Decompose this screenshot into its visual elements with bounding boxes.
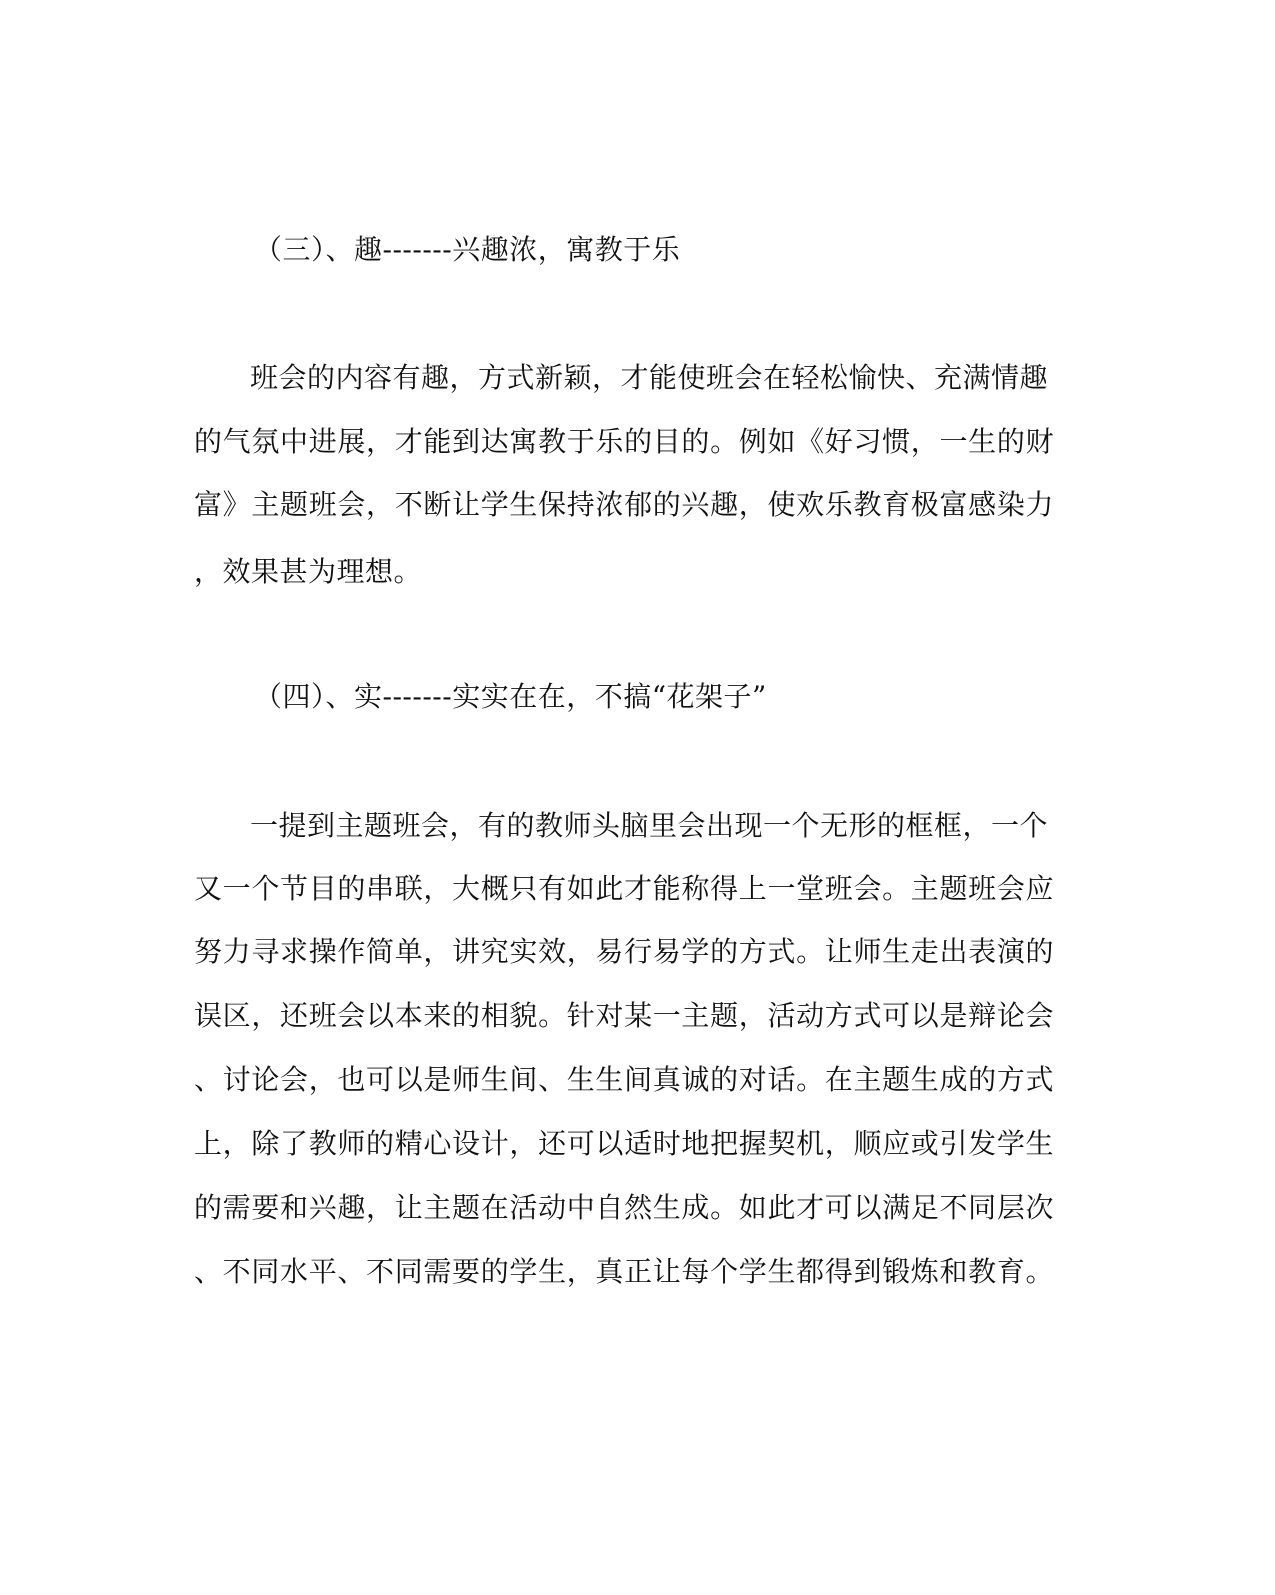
paragraph-4-line-8: 、不同水平、不同需要的学生，真正让每个学生都得到锻炼和教育。 [194,1255,1054,1288]
paragraph-4-line-5: 、讨论会，也可以是师生间、生生间真诚的对话。在主题生成的方式 [194,1063,1054,1096]
paragraph-3-line-3: 富》主题班会，不断让学生保持浓郁的兴趣，使欢乐教育极富感染力 [194,488,1054,521]
section-heading-3: （三）、趣-------兴趣浓，寓教于乐 [254,233,681,266]
paragraph-4-line-1: 一提到主题班会，有的教师头脑里会出现一个无形的框框，一个 [250,809,1049,842]
paragraph-3-line-2: 的气氛中进展，才能到达寓教于乐的目的。例如《好习惯，一生的财 [194,425,1054,458]
paragraph-4-line-6: 上，除了教师的精心设计，还可以适时地把握契机，顺应或引发学生 [194,1127,1054,1160]
section-heading-4: （四）、实-------实实在在，不搞“花架子” [254,680,767,713]
paragraph-3-line-1: 班会的内容有趣，方式新颖，才能使班会在轻松愉快、充满情趣 [250,361,1049,394]
paragraph-4-line-4: 误区，还班会以本来的相貌。针对某一主题，活动方式可以是辩论会 [194,999,1054,1032]
paragraph-3-line-4: ，效果甚为理想。 [194,555,423,588]
paragraph-4-line-3: 努力寻求操作简单，讲究实效，易行易学的方式。让师生走出表演的 [194,935,1054,968]
paragraph-4-line-2: 又一个节目的串联，大概只有如此才能称得上一堂班会。主题班会应 [194,872,1054,905]
paragraph-4-line-7: 的需要和兴趣，让主题在活动中自然生成。如此才可以满足不同层次 [194,1191,1054,1224]
